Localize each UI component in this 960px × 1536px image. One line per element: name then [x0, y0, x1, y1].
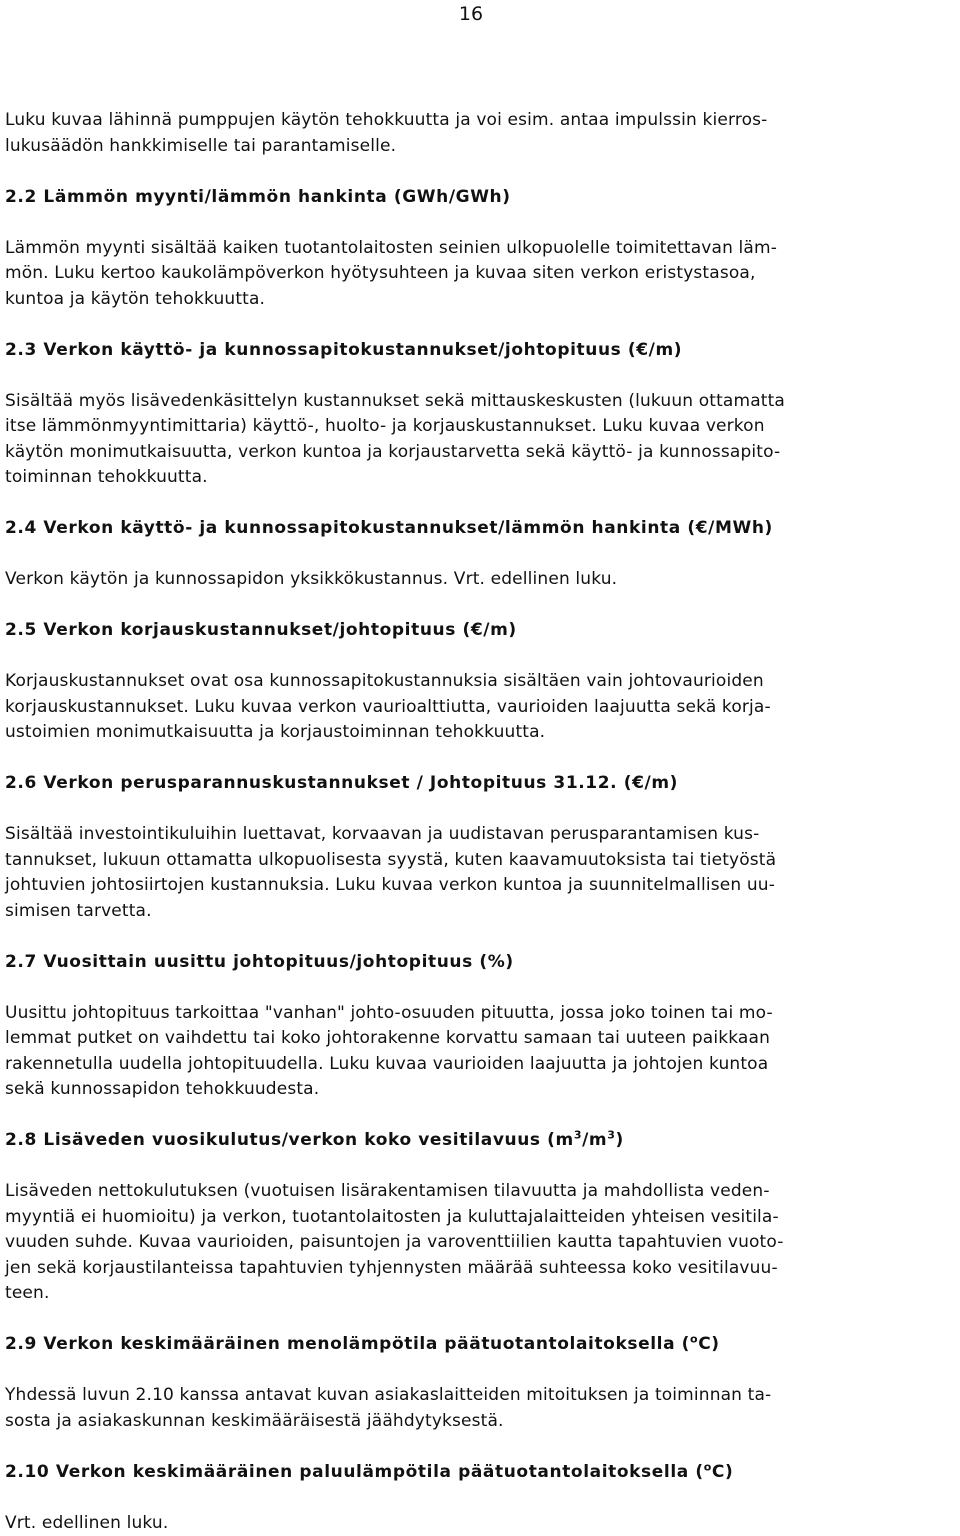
text-line: korjauskustannukset. Luku kuvaa verkon vaurioalttiutta, vaurioiden laajuutta sekä korja-: [5, 697, 771, 717]
text-line: teen.: [5, 1283, 50, 1303]
text-line: lukusäädön hankkimiselle tai parantamiselle.: [5, 136, 396, 156]
document-body: [5, 108, 953, 1536]
superscript: o: [690, 1332, 698, 1345]
text-line: Lisäveden nettokulutuksen (vuotuisen lisärakentamisen tilavuutta ja mahdollista veden-: [5, 1181, 770, 1201]
text-line: Uusittu johtopituus tarkoittaa "vanhan" johto-osuuden pituutta, jossa joko toinen tai mo-: [5, 1003, 773, 1023]
section-body-2-10: [5, 1511, 953, 1536]
text-line: Vrt. edellinen luku.: [5, 1513, 168, 1533]
text-line: mön. Luku kertoo kaukolämpöverkon hyötysuhteen ja kuvaa siten verkon eristystasoa,: [5, 263, 756, 283]
text-line: rakennetulla uudella johtopituudella. Luku kuvaa vaurioiden laajuutta ja johtojen kuntoa: [5, 1054, 768, 1074]
heading-text: /m: [582, 1130, 607, 1150]
text-line: sosta ja asiakaskunnan keskimääräisestä jäähdytyksestä.: [5, 1411, 504, 1431]
section-body-2-6: [5, 822, 953, 924]
text-line: Lämmön myynti sisältää kaiken tuotantolaitosten seinien ulkopuolelle toimitettavan läm-: [5, 238, 777, 258]
section-heading-2-8: [5, 1128, 953, 1154]
text-line: lemmat putket on vaihdettu tai koko johtorakenne korvattu samaan tai uuteen paikkaan: [5, 1028, 770, 1048]
text-line: kuntoa ja käytön tehokkuutta.: [5, 289, 265, 309]
text-line: toiminnan tehokkuutta.: [5, 467, 208, 487]
text-line: Sisältää investointikuluihin luettavat, korvaavan ja uudistavan perusparantamisen kus-: [5, 824, 759, 844]
section-body-2-3: [5, 389, 953, 491]
text-line: Yhdessä luvun 2.10 kanssa antavat kuvan asiakaslaitteiden mitoituksen ja toiminnan ta-: [5, 1385, 771, 1405]
section-body-2-7: [5, 1001, 953, 1103]
superscript: 3: [574, 1128, 582, 1141]
text-line: simisen tarvetta.: [5, 901, 152, 921]
heading-text: ): [616, 1130, 624, 1150]
section-heading-2-9: [5, 1332, 953, 1358]
text-line: myyntiä ei huomioitu) ja verkon, tuotantolaitosten ja kuluttajalaitteiden yhteisen vesitila-: [5, 1207, 779, 1227]
section-body-2-5: [5, 669, 953, 746]
heading-text: 2.10 Verkon keskimääräinen paluulämpötila päätuotantolaitoksella (: [5, 1462, 704, 1482]
section-body-2-9: [5, 1383, 953, 1434]
section-body-2-4: [5, 567, 953, 593]
text-line: jen sekä korjaustilanteissa tapahtuvien tyhjennysten määrää suhteessa koko vesitilavuu-: [5, 1258, 778, 1278]
section-heading-2-7: 2.7 Vuosittain uusittu johtopituus/johtopituus (%): [5, 950, 953, 976]
heading-text: 2.9 Verkon keskimääräinen menolämpötila päätuotantolaitoksella (: [5, 1334, 690, 1354]
text-line: tannukset, lukuun ottamatta ulkopuolisesta syystä, kuten kaavamuutoksista tai tietyöstä: [5, 850, 776, 870]
section-body-2-8: [5, 1179, 953, 1307]
section-body-2-2: [5, 236, 953, 313]
page-number: 16: [0, 2, 942, 26]
text-line: sekä kunnossapidon tehokkuudesta.: [5, 1079, 319, 1099]
text-line: Verkon käytön ja kunnossapidon yksikkökustannus. Vrt. edellinen luku.: [5, 569, 617, 589]
section-heading-2-4: 2.4 Verkon käyttö- ja kunnossapitokustannukset/lämmön hankinta (€/MWh): [5, 516, 953, 542]
section-heading-2-3: 2.3 Verkon käyttö- ja kunnossapitokustannukset/johtopituus (€/m): [5, 338, 953, 364]
text-line: itse lämmönmyyntimittaria) käyttö-, huolto- ja korjauskustannukset. Luku kuvaa verkon: [5, 416, 765, 436]
section-heading-2-10: [5, 1460, 953, 1486]
text-line: Korjauskustannukset ovat osa kunnossapitokustannuksia sisältäen vain johtovaurioiden: [5, 671, 764, 691]
text-line: Luku kuvaa lähinnä pumppujen käytön tehokkuutta ja voi esim. antaa impulssin kierros-: [5, 110, 767, 130]
section-heading-2-5: 2.5 Verkon korjauskustannukset/johtopituus (€/m): [5, 618, 953, 644]
text-line: käytön monimutkaisuutta, verkon kuntoa ja korjaustarvetta sekä käyttö- ja kunnossapito-: [5, 442, 780, 462]
text-line: ustoimien monimutkaisuutta ja korjaustoiminnan tehokkuutta.: [5, 722, 545, 742]
section-heading-2-6: 2.6 Verkon perusparannuskustannukset / Johtopituus 31.12. (€/m): [5, 771, 953, 797]
superscript: o: [704, 1460, 712, 1473]
text-line: johtuvien johtosiirtojen kustannuksia. Luku kuvaa verkon kuntoa ja suunnitelmallisen uu-: [5, 875, 775, 895]
section-heading-2-2: 2.2 Lämmön myynti/lämmön hankinta (GWh/GWh): [5, 185, 953, 211]
superscript: 3: [607, 1128, 615, 1141]
heading-text: 2.8 Lisäveden vuosikulutus/verkon koko vesitilavuus (m: [5, 1130, 574, 1150]
text-line: vuuden suhde. Kuvaa vaurioiden, paisuntojen ja varoventtiilien kautta tapahtuvien vuoto-: [5, 1232, 784, 1252]
intro-paragraph: [5, 108, 953, 159]
heading-text: C): [712, 1462, 733, 1482]
text-line: Sisältää myös lisävedenkäsittelyn kustannukset sekä mittauskeskusten (lukuun ottamatta: [5, 391, 785, 411]
heading-text: C): [698, 1334, 719, 1354]
